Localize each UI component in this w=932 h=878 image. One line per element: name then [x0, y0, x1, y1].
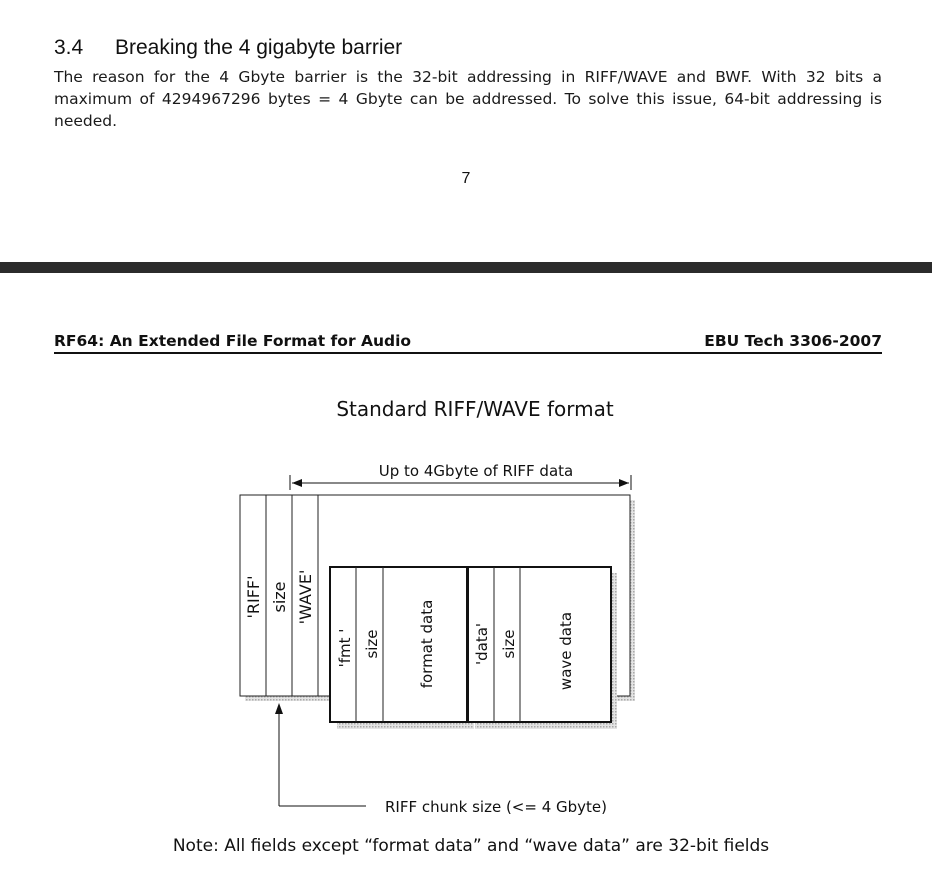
riff-size-callout-label: RIFF chunk size (<= 4 Gbyte)	[385, 798, 607, 816]
fmt-id-field: 'fmt '	[336, 628, 354, 668]
wave-id-field: 'WAVE'	[296, 569, 315, 625]
wave-data-field: wave data	[557, 611, 575, 691]
data-id-field: 'data'	[473, 622, 491, 666]
section-paragraph: The reason for the 4 Gbyte barrier is the 32-bit addressing in RIFF/WAVE and BWF. With 32 bits a maximum of 4294967296 bytes = 4 Gbyte can be addressed. To solve this issue, 64-bit addressing is needed.	[54, 68, 882, 130]
figure-title: Standard RIFF/WAVE format	[336, 397, 614, 421]
figure-note: Note: All fields except “format data” and “wave data” are 32-bit fields	[172, 836, 770, 856]
page-number: 7	[461, 170, 471, 187]
riff-data-span-label: Up to 4Gbyte of RIFF data	[378, 462, 574, 480]
riff-id-field: 'RIFF'	[244, 575, 263, 619]
data-size-field: size	[500, 629, 518, 659]
section-title: Breaking the 4 gigabyte barrier	[115, 36, 403, 59]
section-number: 3.4	[54, 36, 84, 59]
riff-size-field: size	[270, 581, 289, 613]
running-header-doc-id: EBU Tech 3306-2007	[704, 332, 882, 350]
format-data-field: format data	[418, 599, 436, 689]
running-header-title: RF64: An Extended File Format for Audio	[54, 332, 412, 350]
fmt-size-field: size	[363, 629, 381, 659]
